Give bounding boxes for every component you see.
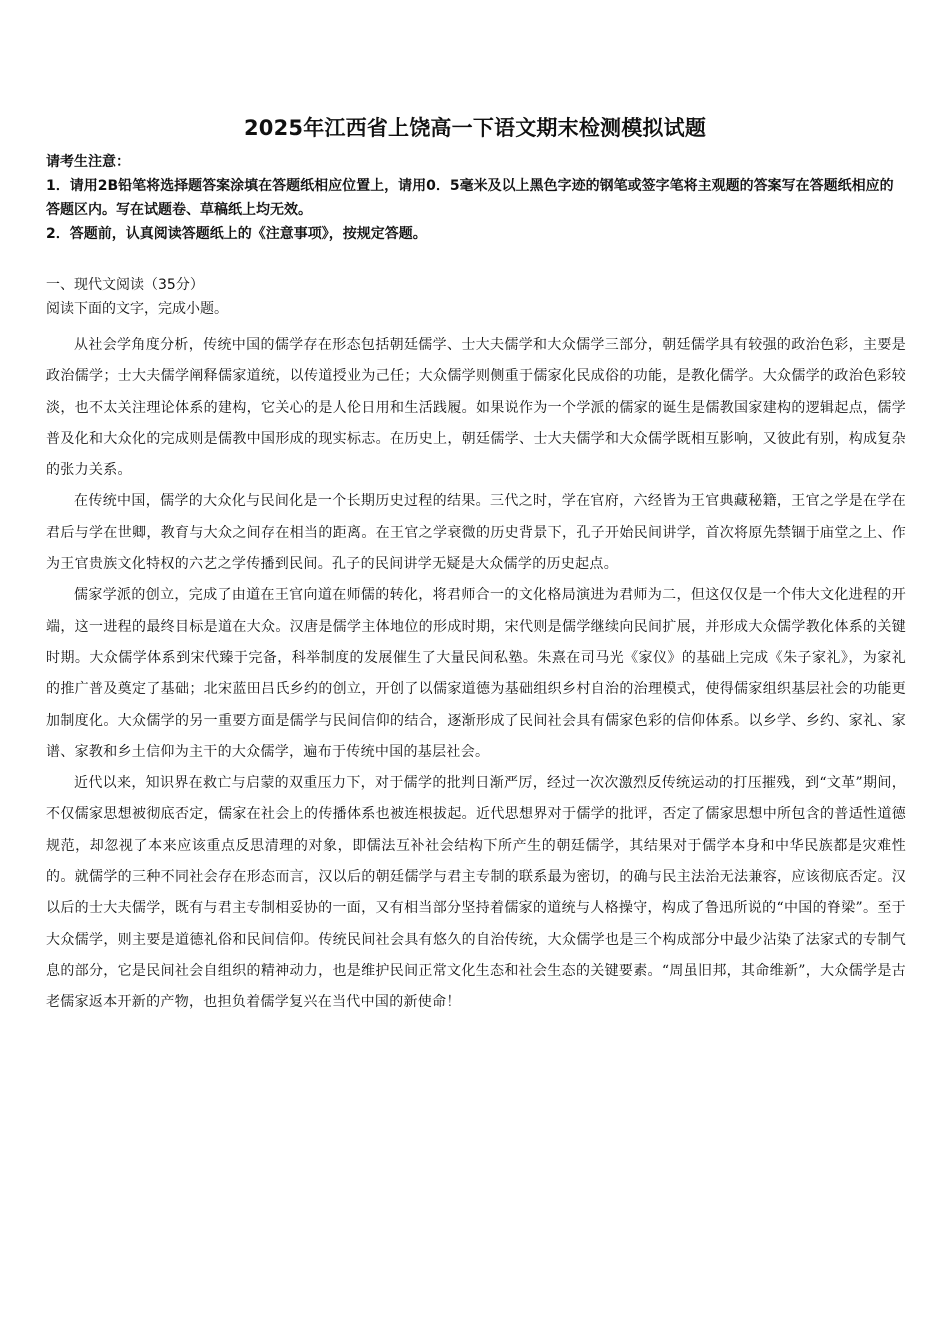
notice-heading: 请考生注意：: [46, 154, 130, 170]
notice-item: 1．请用2B铅笔将选择题答案涂填在答题纸相应位置上，请用0．5毫米及以上黑色字迹的钢笔或签字笔将主观题的答案写在答题纸相应的答题区内。写在试题卷、草稿纸上均无效。: [46, 178, 894, 218]
reading-passage: [46, 330, 906, 1019]
section-instruction: 阅读下面的文字，完成小题。: [46, 301, 228, 317]
page-title: 2025年江西省上饶高一下语文期末检测模拟试题: [243, 116, 707, 140]
section-heading: 一、现代文阅读（35分）: [46, 277, 204, 293]
passage-paragraph: 从社会学角度分析，传统中国的儒学存在形态包括朝廷儒学、士大夫儒学和大众儒学三部分，朝廷儒学具有较强的政治色彩，主要是政治儒学；士大夫儒学阐释儒家道统，以传道授业为己任；大众儒学则侧重于儒家化民成俗的功能，是教化儒学。大众儒学的政治色彩较淡，也不太关注理论体系的建构，它关心的是人伦日用和生活践履。如果说作为一个学派的儒家的诞生是儒教国家建构的逻辑起点，儒学普及化和大众化的完成则是儒教中国形成的现实标志。在历史上，朝廷儒学、士大夫儒学和大众儒学既相互影响，又彼此有别，构成复杂的张力关系。: [46, 337, 906, 479]
passage-paragraph: 在传统中国，儒学的大众化与民间化是一个长期历史过程的结果。三代之时，学在官府，六经皆为王官典藏秘籍，王官之学是在学在君后与学在世卿，教育与大众之间存在相当的距离。在王官之学衰微的历史背景下，孔子开始民间讲学，首次将原先禁锢于庙堂之上、作为王官贵族文化特权的六艺之学传播到民间。孔子的民间讲学无疑是大众儒学的历史起点。: [46, 493, 906, 573]
notice-item: 2．答题前，认真阅读答题纸上的《注意事项》，按规定答题。: [46, 226, 427, 242]
passage-paragraph: 儒家学派的创立，完成了由道在王官向道在师儒的转化，将君师合一的文化格局演进为君师为二，但这仅仅是一个伟大文化进程的开端，这一进程的最终目标是道在大众。汉唐是儒学主体地位的形成时期，宋代则是儒学继续向民间扩展，并形成大众儒学教化体系的关键时期。大众儒学体系到宋代臻于完备，科举制度的发展催生了大量民间私塾。朱熹在司马光《家仪》的基础上完成《朱子家礼》，为家礼的推广普及奠定了基础；北宋蓝田吕氏乡约的创立，开创了以儒家道德为基础组织乡村自治的治理模式，使得儒家组织基层社会的功能更加制度化。大众儒学的另一重要方面是儒学与民间信仰的结合，逐渐形成了民间社会具有儒家色彩的信仰体系。以乡学、乡约、家礼、家谱、家教和乡土信仰为主干的大众儒学，遍布于传统中国的基层社会。: [46, 587, 906, 760]
passage-paragraph: 近代以来，知识界在救亡与启蒙的双重压力下，对于儒学的批判日渐严厉，经过一次次激烈反传统运动的打压摧残，到“文革”期间，不仅儒家思想被彻底否定，儒家在社会上的传播体系也被连根拔起。近代思想界对于儒学的批评，否定了儒家思想中所包含的普适性道德规范，却忽视了本来应该重点反思清理的对象，即儒法互补社会结构下所产生的朝廷儒学，其结果对于儒学本身和中华民族都是灾难性的。就儒学的三种不同社会存在形态而言，汉以后的朝廷儒学与君主专制的联系最为密切，的确与民主法治无法兼容，应该彻底否定。汉以后的士大夫儒学，既有与君主专制相妥协的一面，又有相当部分坚持着儒家的道统与人格操守，构成了鲁迅所说的“中国的脊梁”。至于大众儒学，则主要是道德礼俗和民间信仰。传统民间社会具有悠久的自治传统，大众儒学也是三个构成部分中最少沾染了法家式的专制气息的部分，它是民间社会自组织的精神动力，也是维护民间正常文化生态和社会生态的关键要素。“周虽旧邦，其命维新”，大众儒学是古老儒家返本开新的产物，也担负着儒学复兴在当代中国的新使命！: [46, 775, 906, 1011]
exam-notice: [46, 150, 906, 246]
